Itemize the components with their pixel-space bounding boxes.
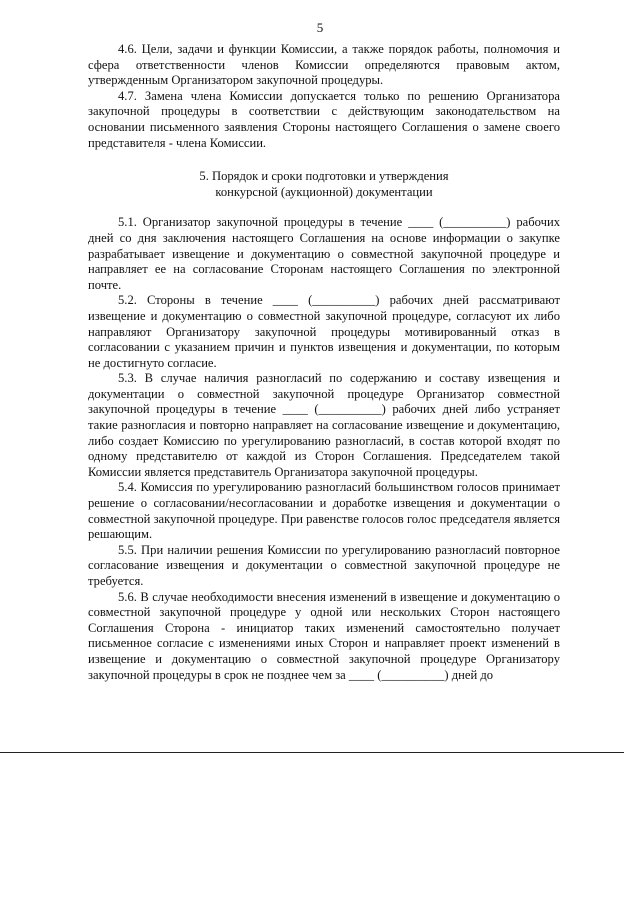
page-number: 5 bbox=[316, 20, 324, 35]
document-body bbox=[88, 42, 560, 683]
paragraph-5-3: 5.3. В случае наличия разногласий по содержанию и составу извещения и документации о совместной закупочной процедуре Организатор совместной закупочной процедуры в течение ____ (__________) рабочих дней либо устраняет такие разногласия и повторно направляет на согласование извещение и документацию, либо создает Комиссию по урегулированию разногласий, в состав которой входят по одному представителю от каждой из Сторон Соглашения. Председателем такой Комиссии является представитель Организатора закупочной процедуры. bbox=[88, 371, 560, 479]
paragraph-5-4: 5.4. Комиссия по урегулированию разногласий большинством голосов принимает решение о согласовании/несогласовании и доработке извещения и документации о совместной закупочной процедуре. При равенстве голосов голос председателя является решающим. bbox=[88, 480, 560, 542]
section-heading-line-1: 5. Порядок и сроки подготовки и утверждения bbox=[199, 169, 449, 184]
paragraph-4-7: 4.7. Замена члена Комиссии допускается только по решению Организатора закупочной процедуры в соответствии с действующим законодательством на основании письменного заявления Стороны настоящего Соглашения о замене своего представителя - члена Комиссии. bbox=[88, 88, 560, 150]
paragraph-5-6: 5.6. В случае необходимости внесения изменений в извещение и документацию о совместной закупочной процедуре у одной или нескольких Сторон настоящего Соглашения Сторона - инициатор таких изменений самостоятельно получает письменное согласие с изменениями иных Сторон и направляет проект изменений в извещение и документацию о совместной закупочной процедуре Организатору закупочной процедуры в срок не позднее чем за ____ (__________) дней до bbox=[88, 589, 560, 682]
paragraph-5-1: 5.1. Организатор закупочной процедуры в течение ____ (__________) рабочих дней со дня заключения настоящего Соглашения на основе информации о закупке разрабатывает извещение и документацию о совместной закупочной процедуре и направляет ее на согласование Сторонам настоящего Соглашения по электронной почте. bbox=[88, 215, 560, 292]
paragraph-5-2: 5.2. Стороны в течение ____ (__________) рабочих дней рассматривают извещение и документацию о совместной закупочной процедуре, согласуют их либо направляют Организатору закупочной процедуры мотивированный отказ в согласовании с указанием причин и пунктов извещения и документации, по которым не достигнуто согласие. bbox=[88, 293, 560, 370]
section-heading bbox=[88, 169, 560, 200]
section-heading-line-2: конкурсной (аукционной) документации bbox=[215, 184, 433, 199]
paragraph-5-5: 5.5. При наличии решения Комиссии по урегулированию разногласий повторное согласование извещения и документации о совместной закупочной процедуре не требуется. bbox=[88, 542, 560, 588]
paragraph-4-6: 4.6. Цели, задачи и функции Комиссии, а также порядок работы, полномочия и сфера ответственности членов Комиссии определяются правовым актом, утвержденным Организатором закупочной процедуры. bbox=[88, 42, 560, 88]
footer-divider-line bbox=[0, 752, 624, 753]
